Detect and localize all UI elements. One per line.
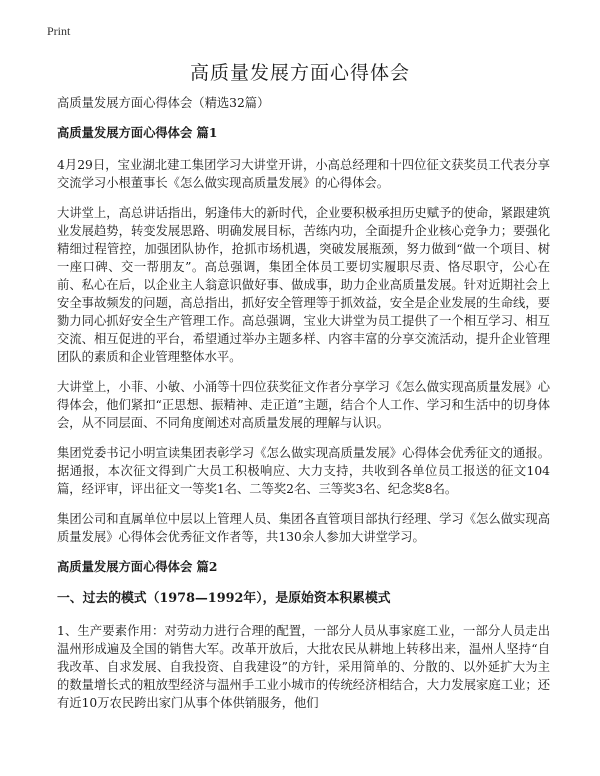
paragraph: 1、生产要素作用：对劳动力进行合理的配置，一部分人员从事家庭工业，一部分人员走出温州形成遍及全国的销售大军。改革开放后，大批农民从耕地上转移出来，温州人坚持“自我改革、自求发展、自我投资、自我建设”的方针，采用简单的、分散的、以外延扩大为主的数量增长式的粗放型经济与温州手工业小城市的传统经济相结合，大力发展家庭工业；还有近10万农民跨出家门从事个体供销服务，他们	[57, 624, 550, 710]
paragraph: 大讲堂上，高总讲话指出，躬逢伟大的新时代，企业要积极承担历史赋予的使命，紧跟建筑业发展趋势，转变发展思路、明确发展目标，苦练内功，全面提升企业核心竞争力；要强化精细过程管控，加强团队协作，抢抓市场机遇，突破发展瓶颈，努力做到“做一个项目、树一座口碑、交一帮朋友”。高总强调，集团全体员工要切实履职尽责、恪尽职守，公心在前、私心在后，以企业主人翁意识做好事、做成事，助力企业高质量发展。针对近期社会上安全事故频发的问题，高总指出，抓好安全管理等于抓效益，安全是企业发展的生命线，要勠力同心抓好安全生产管理工作。高总强调，宝业大讲堂为员工提供了一个相互学习、相互交流、相互促进的平台，希望通过举办主题多样、内容丰富的分享交流活动，提升企业管理团队的素质和企业管理整体水平。	[57, 206, 550, 364]
paragraph: 4月29日，宝业湖北建工集团学习大讲堂开讲，小高总经理和十四位征文获奖员工代表分享交流学习小根董事长《怎么做实现高质量发展》的心得体会。	[57, 158, 550, 190]
document-body	[57, 94, 550, 724]
paragraph: 集团公司和直属单位中层以上管理人员、集团各直管项目部执行经理、学习《怎么做实现高质量发展》心得体会优秀征文作者等，共130余人参加大讲堂学习。	[57, 512, 550, 544]
section-heading-1: 高质量发展方面心得体会 篇1	[57, 125, 218, 140]
print-label[interactable]: Print	[47, 24, 71, 38]
document-title: 高质量发展方面心得体会	[189, 62, 410, 84]
section-subheading: 一、过去的模式（1978—1992年），是原始资本积累模式	[57, 591, 391, 606]
document-subtitle: 高质量发展方面心得体会（精选32篇）	[57, 96, 270, 110]
section-heading-2: 高质量发展方面心得体会 篇2	[57, 559, 218, 574]
paragraph: 集团党委书记小明宣读集团表彰学习《怎么做实现高质量发展》心得体会优秀征文的通报。据通报，本次征文得到广大员工积极响应、大力支持，共收到各单位员工报送的征文104篇，经评审，评出征文一等奖1名、二等奖2名、三等奖3名、纪念奖8名。	[57, 446, 550, 496]
paragraph: 大讲堂上，小菲、小敏、小涌等十四位获奖征文作者分享学习《怎么做实现高质量发展》心得体会，他们紧扣“正思想、振精神、走正道”主题，结合个人工作、学习和生活中的切身体会，从不同层面、不同角度阐述对高质量发展的理解与认识。	[57, 380, 550, 430]
